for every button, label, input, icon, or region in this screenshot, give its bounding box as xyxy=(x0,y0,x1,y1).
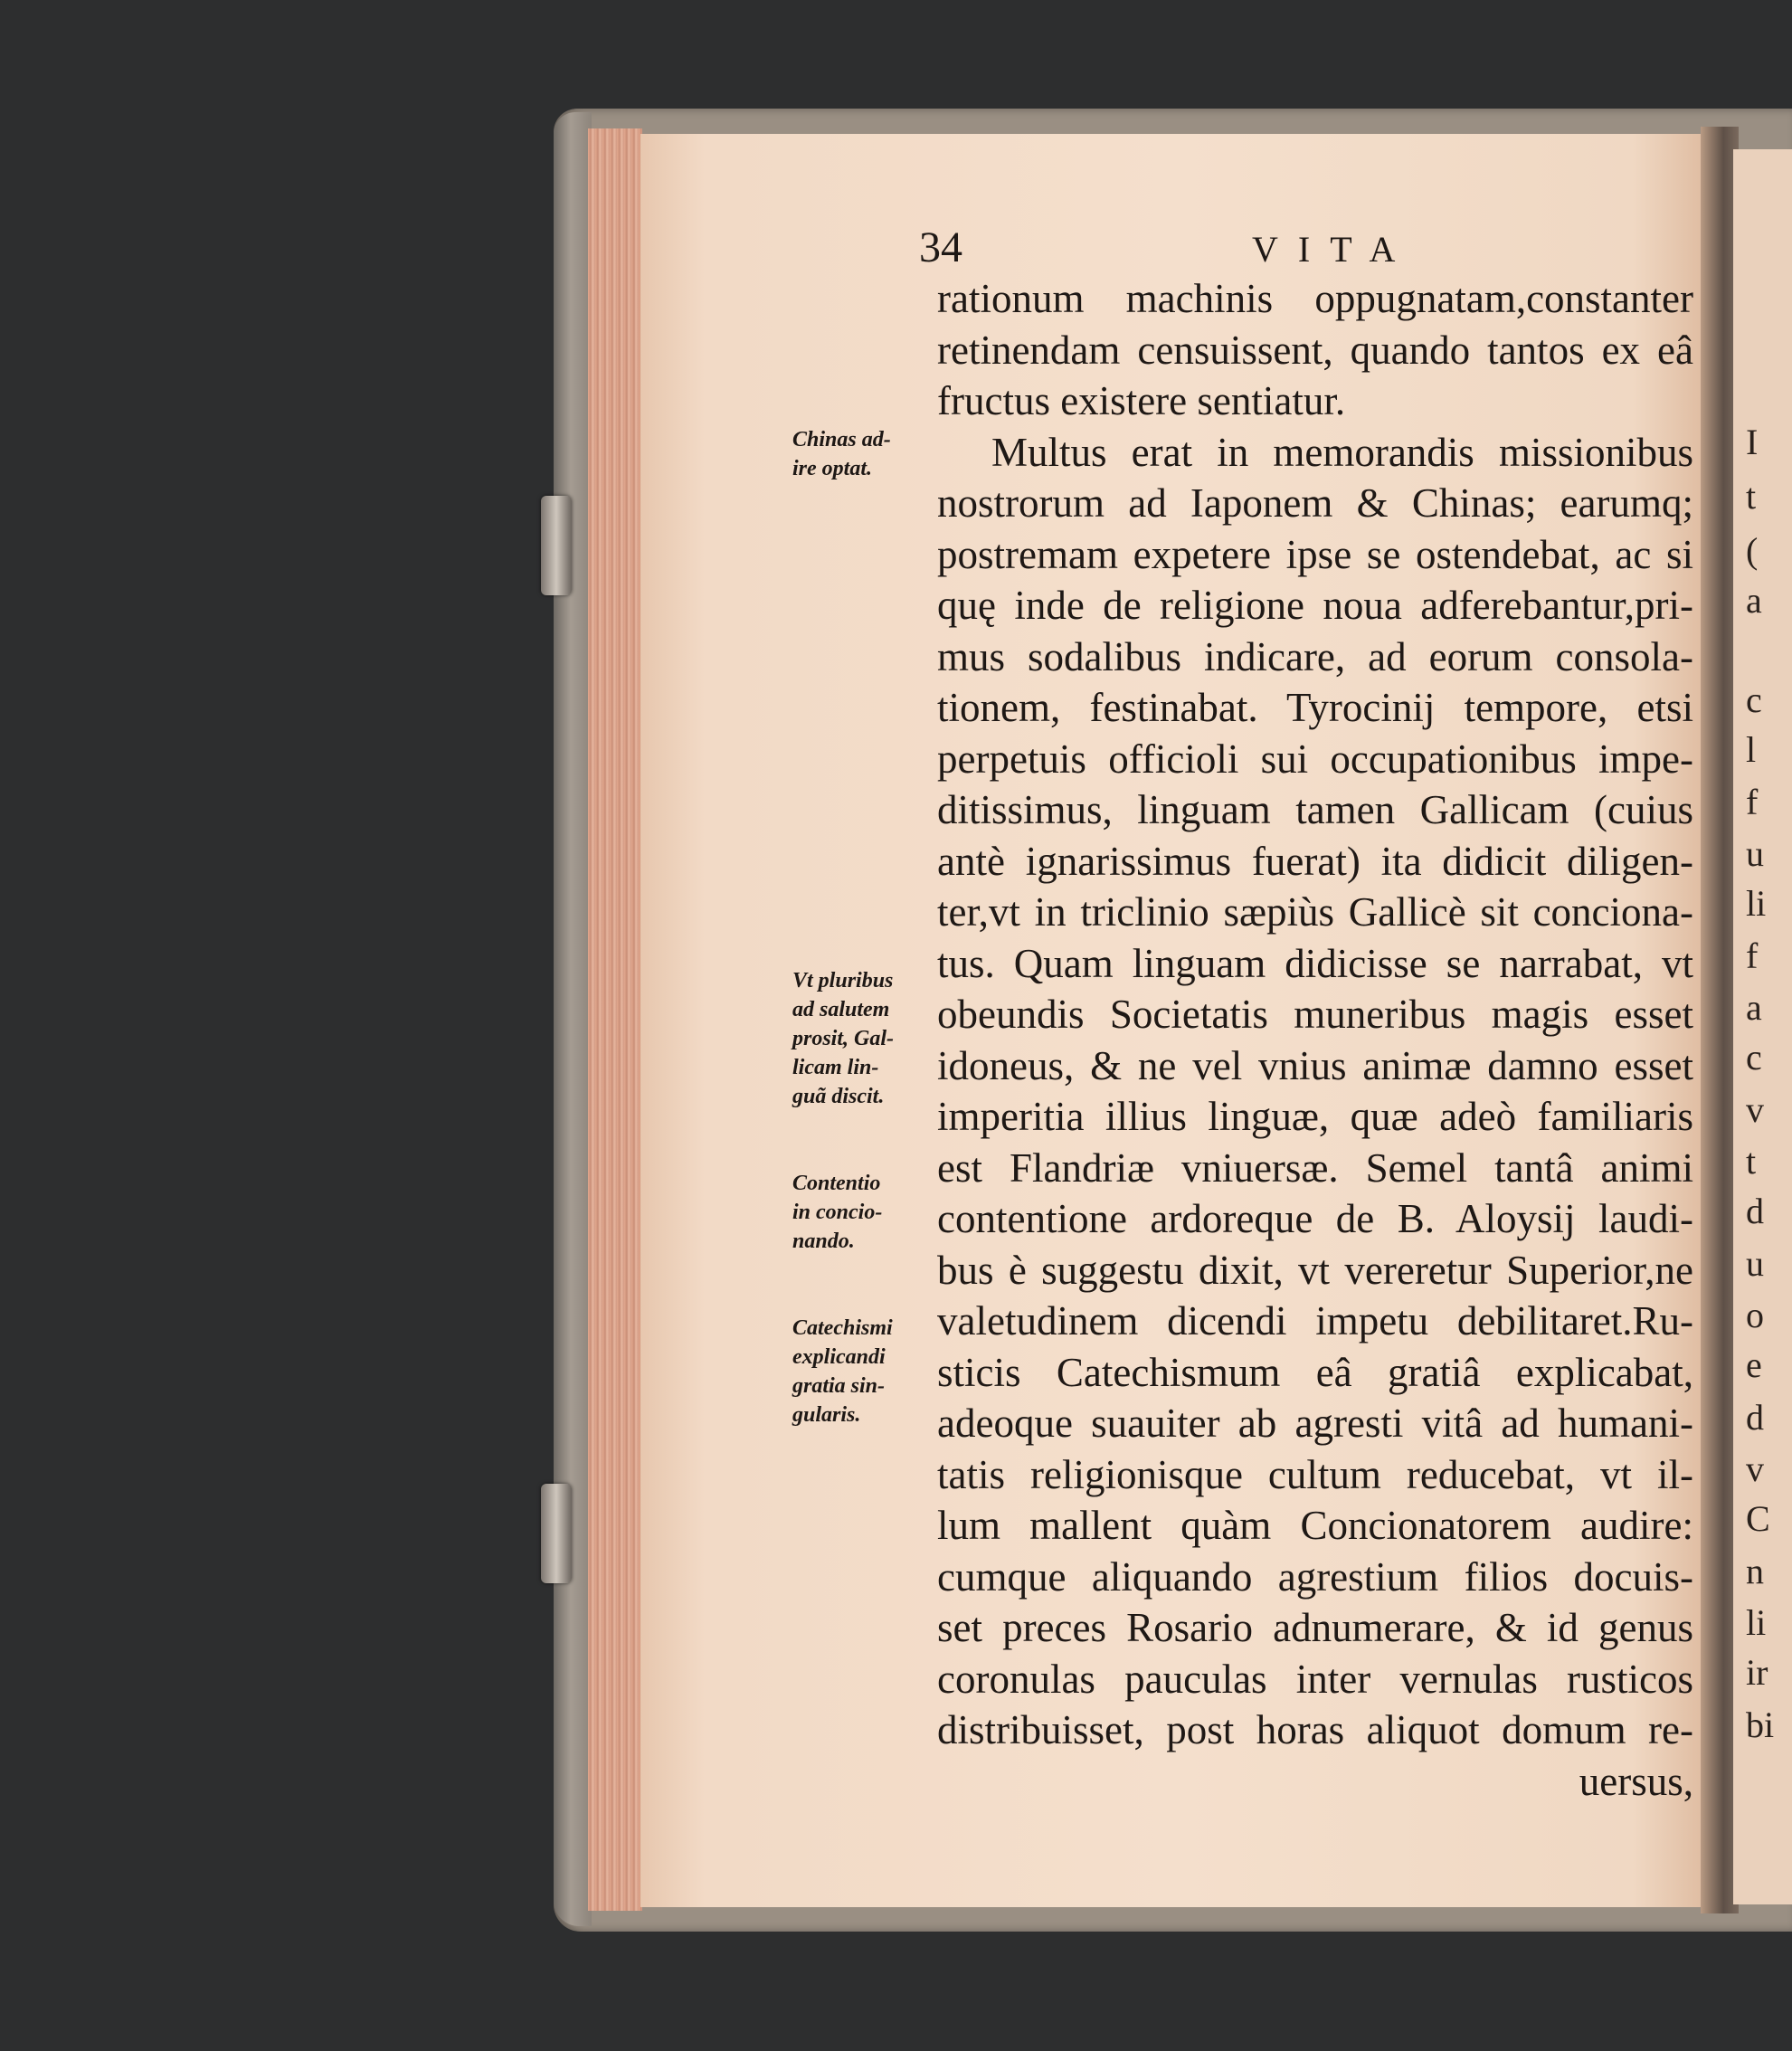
text-line: Multus erat in memorandis missionibus xyxy=(991,429,1693,475)
right-page-letter: c xyxy=(1746,1037,1762,1078)
text-line: rationum machinis oppugnatam,constanter xyxy=(937,276,1693,321)
clasp-upper xyxy=(541,496,572,595)
margin-note xyxy=(792,1314,937,1429)
right-page-letter: a xyxy=(1746,580,1762,621)
right-page-letter: a xyxy=(1746,987,1762,1028)
right-page-letter: li xyxy=(1746,1602,1767,1643)
running-head: VITA xyxy=(1252,229,1416,270)
right-page-letter: o xyxy=(1746,1295,1764,1335)
page-edges xyxy=(588,128,642,1911)
text-line: tus. Quam linguam didicisse se narrabat, vt xyxy=(937,940,1693,986)
right-page-letter: v xyxy=(1746,1448,1764,1489)
text-line: distribuisset, post horas aliquot domum re- xyxy=(937,1707,1693,1752)
margin-note xyxy=(792,425,937,483)
text-line: sticis Catechismum eâ gratiâ explicabat, xyxy=(937,1349,1693,1395)
text-line: lum mallent quàm Concionatorem audire: xyxy=(937,1503,1693,1548)
margin-note-line: prosit, Gal- xyxy=(792,1027,895,1050)
text-line: fructus existere sentiatur. xyxy=(937,378,1346,423)
catchword: uersus, xyxy=(1579,1758,1693,1804)
body-text xyxy=(937,273,1693,1807)
text-line: mus sodalibus indicare, ad eorum consola- xyxy=(937,633,1693,679)
right-page-letter: t xyxy=(1746,1141,1757,1182)
margin-note-line: ad salutem xyxy=(792,998,890,1021)
text-line: imperitia illius linguæ, quæ adeò familiaris xyxy=(937,1094,1693,1139)
text-line: tatis religionisque cultum reducebat, vt il- xyxy=(937,1451,1693,1497)
margin-note xyxy=(792,1169,937,1256)
right-page-letter: e xyxy=(1746,1344,1762,1385)
text-line: nostrorum ad Iaponem & Chinas; earumq; xyxy=(937,480,1693,526)
right-page-letter: u xyxy=(1746,1243,1764,1284)
right-page-edge xyxy=(1733,149,1792,1904)
text-line: perpetuis officioli sui occupationibus impe- xyxy=(937,736,1693,782)
right-page-letter: bi xyxy=(1746,1704,1775,1745)
text-line: set preces Rosario adnumerare, & id genus xyxy=(937,1605,1693,1650)
right-page-letter: n xyxy=(1746,1551,1764,1591)
right-page-letter: c xyxy=(1746,679,1762,720)
right-page-letter: C xyxy=(1746,1498,1770,1539)
margin-note-line: nando. xyxy=(792,1230,855,1253)
text-line: idoneus, & ne vel vnius animæ damno esset xyxy=(937,1042,1693,1088)
page-header xyxy=(919,223,1699,273)
right-page-letter: ir xyxy=(1746,1652,1768,1693)
margin-note xyxy=(792,966,937,1111)
margin-note-line: in concio- xyxy=(792,1201,883,1224)
text-line: adeoque suauiter ab agresti vitâ ad humani- xyxy=(937,1401,1693,1446)
right-page-letter: l xyxy=(1746,729,1757,770)
right-page-letter: d xyxy=(1746,1397,1764,1438)
right-page-letter: v xyxy=(1746,1089,1764,1130)
text-line: contentione ardoreque de B. Aloysij laudi- xyxy=(937,1196,1693,1241)
right-page-letter: f xyxy=(1746,782,1759,822)
book-cover-edge xyxy=(554,112,592,1926)
margin-note-line: ire optat. xyxy=(792,457,872,480)
text-line: cumque aliquando agrestium filios docuis- xyxy=(937,1553,1693,1600)
page-number: 34 xyxy=(919,223,962,271)
clasp-lower xyxy=(541,1484,572,1583)
text-line: coronulas pauculas inter vernulas rusticos xyxy=(937,1656,1693,1702)
margin-note-line: gularis. xyxy=(792,1403,861,1427)
margin-note-line: gratia sin- xyxy=(792,1374,886,1398)
text-line: valetudinem dicendi impetu debilitaret.Ru- xyxy=(937,1298,1693,1344)
text-line: ditissimus, linguam tamen Gallicam (cuius xyxy=(937,787,1693,832)
margin-note-line: Catechismi xyxy=(792,1316,893,1340)
text-line: postremam expetere ipse se ostendebat, ac si xyxy=(937,531,1693,577)
text-line: bus è suggestu dixit, vt vereretur Superior,ne xyxy=(937,1247,1693,1293)
right-page-letter: ( xyxy=(1746,530,1759,571)
right-page-letter: f xyxy=(1746,935,1759,976)
margin-note-line: explicandi xyxy=(792,1345,886,1369)
text-line: ter,vt in triclinio sæpiùs Gallicè sit conciona- xyxy=(937,889,1693,935)
text-line: tionem, festinabat. Tyrocinij tempore, etsi xyxy=(937,685,1693,730)
right-page-letter: u xyxy=(1746,833,1764,874)
text-line: retinendam censuissent, quando tantos ex eâ xyxy=(937,327,1693,373)
text-line: obeundis Societatis muneribus magis esset xyxy=(937,992,1693,1037)
margin-note-line: Contentio xyxy=(792,1172,881,1195)
margin-note-line: guã discit. xyxy=(792,1085,885,1108)
margin-note-line: Vt pluribus xyxy=(792,969,894,992)
text-line: est Flandriæ vniuersæ. Semel tantâ animi xyxy=(937,1144,1693,1191)
right-page-letter: d xyxy=(1746,1191,1764,1231)
margin-note-line: Chinas ad- xyxy=(792,428,891,451)
text-line: antè ignarissimus fuerat) ita didicit diligen- xyxy=(937,838,1693,884)
right-page-letter: li xyxy=(1746,883,1767,924)
text-line: quę inde de religione noua adferebantur,pri- xyxy=(937,583,1693,628)
right-page-letter: I xyxy=(1746,422,1759,462)
margin-note-line: licam lin- xyxy=(792,1056,879,1079)
right-page-letter: t xyxy=(1746,476,1757,517)
